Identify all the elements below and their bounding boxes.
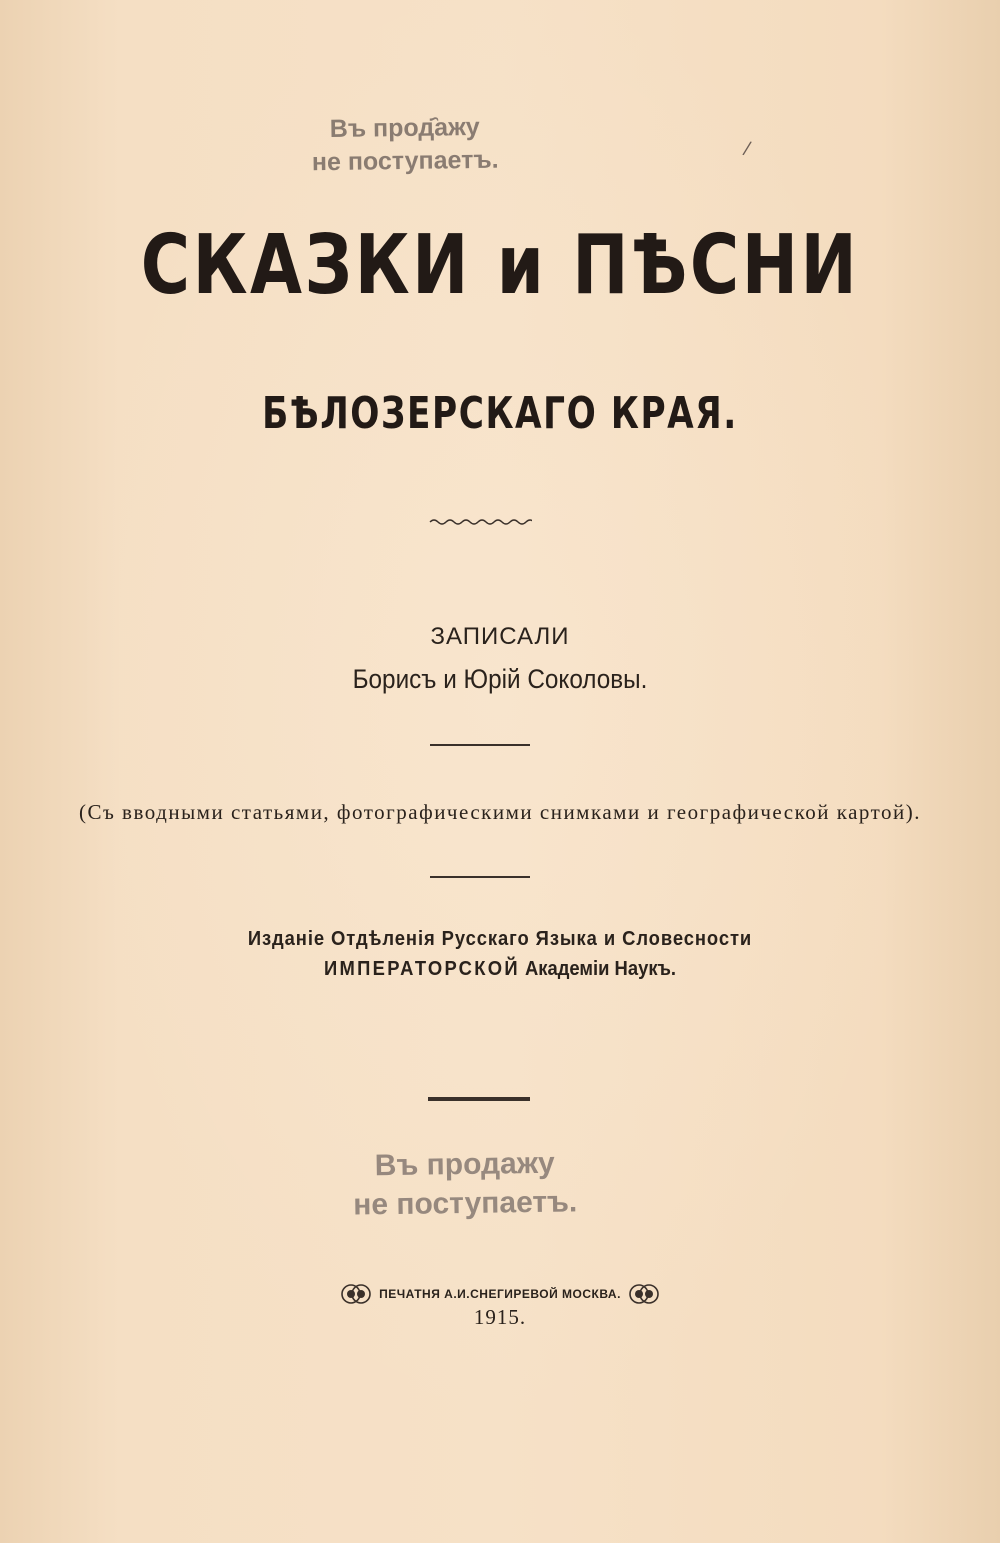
publisher-academy: Академіи Наукъ. [525, 958, 677, 980]
stamp-bottom-line2: не поступаетъ. [353, 1185, 578, 1222]
stamp-top-line2: не поступаетъ. [311, 145, 499, 176]
wavy-divider [428, 516, 532, 528]
pencil-mark: / [741, 137, 753, 160]
publication-year: 1915. [473, 1305, 527, 1329]
divider-rule-2 [430, 876, 530, 878]
divider-rule-3 [428, 1097, 530, 1101]
book-subtitle: БѢЛОЗЕРСКАГО КРАЯ. [262, 388, 738, 439]
stamp-bottom-line1: Въ продажу [374, 1146, 555, 1183]
not-for-sale-stamp-bottom [349, 1143, 580, 1224]
recorded-by-label: ЗАПИСАЛИ [430, 623, 570, 650]
publisher-line-2 [40, 958, 960, 981]
not-for-sale-stamp-top [290, 110, 521, 178]
publisher-imperial: ИМПЕРАТОРСКОЙ [323, 958, 520, 980]
stamp-top-line1: Въ прод҄ажу [329, 112, 480, 144]
authors: Борисъ и Юрій Соколовы. [352, 664, 648, 694]
publisher-line-1: Изданіе Отдѣленія Русскаго Языка и Словесности [247, 928, 753, 950]
printer-name: ПЕЧАТНЯ А.И.СНЕГИРЕВОЙ МОСКВА. [379, 1287, 621, 1301]
intro-note: (Съ вводными статьями, фотографическими снимками и географической картой). [78, 800, 922, 824]
book-title: СКАЗКИ и ПѢСНИ [140, 218, 860, 313]
divider-rule-1 [430, 744, 530, 746]
